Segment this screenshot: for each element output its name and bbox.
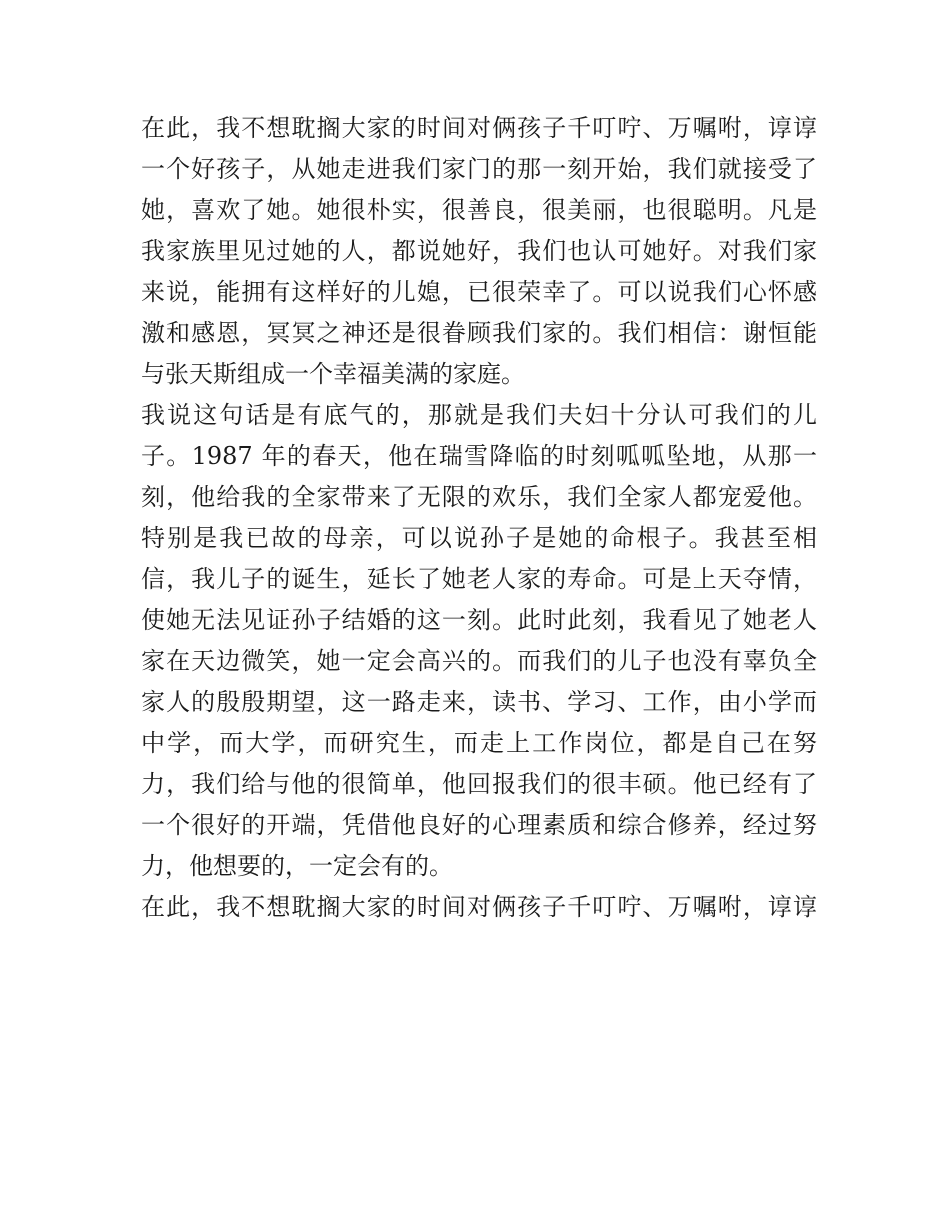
body-text bbox=[141, 108, 817, 928]
text-line: 刻，他给我的全家带来了无限的欢乐，我们全家人都宠爱他。 bbox=[141, 483, 817, 511]
text-line: 她，喜欢了她。她很朴实，很善良，很美丽，也很聪明。凡是 bbox=[141, 196, 817, 224]
text-line: 在此，我不想耽搁大家的时间对俩孩子千叮咛、万嘱咐，谆谆 bbox=[141, 893, 817, 921]
text-line: 与张天斯组成一个幸福美满的家庭。 bbox=[141, 360, 525, 388]
text-line: 信，我儿子的诞生，延长了她老人家的寿命。可是上天夺情， bbox=[141, 565, 817, 593]
text-line: 家在天边微笑，她一定会高兴的。而我们的儿子也没有辜负全 bbox=[141, 647, 817, 675]
text-line: 中学，而大学，而研究生，而走上工作岗位，都是自己在努 bbox=[141, 729, 817, 757]
text-line: 来说，能拥有这样好的儿媳，已很荣幸了。可以说我们心怀感 bbox=[141, 278, 817, 306]
text-line: 我家族里见过她的人，都说她好，我们也认可她好。对我们家 bbox=[141, 237, 817, 265]
paragraph-3 bbox=[141, 887, 817, 928]
text-line: 一个好孩子，从她走进我们家门的那一刻开始，我们就接受了 bbox=[141, 155, 817, 183]
text-line: 力，他想要的，一定会有的。 bbox=[141, 852, 453, 880]
paragraph-1 bbox=[141, 108, 817, 395]
paragraph-2 bbox=[141, 395, 817, 887]
text-line: 我说这句话是有底气的，那就是我们夫妇十分认可我们的儿 bbox=[141, 401, 817, 429]
text-line: 家人的殷殷期望，这一路走来，读书、学习、工作，由小学而 bbox=[141, 688, 817, 716]
text-line: 一个很好的开端，凭借他良好的心理素质和综合修养，经过努 bbox=[141, 811, 817, 839]
text-line: 激和感恩，冥冥之神还是很眷顾我们家的。我们相信：谢恒能 bbox=[141, 319, 817, 347]
text-line: 子。1987 年的春天，他在瑞雪降临的时刻呱呱坠地，从那一 bbox=[141, 442, 817, 470]
text-line: 使她无法见证孙子结婚的这一刻。此时此刻，我看见了她老人 bbox=[141, 606, 817, 634]
text-line: 在此，我不想耽搁大家的时间对俩孩子千叮咛、万嘱咐，谆谆 bbox=[141, 114, 817, 142]
text-line: 力，我们给与他的很简单，他回报我们的很丰硕。他已经有了 bbox=[141, 770, 817, 798]
text-line: 特别是我已故的母亲，可以说孙子是她的命根子。我甚至相 bbox=[141, 524, 817, 552]
